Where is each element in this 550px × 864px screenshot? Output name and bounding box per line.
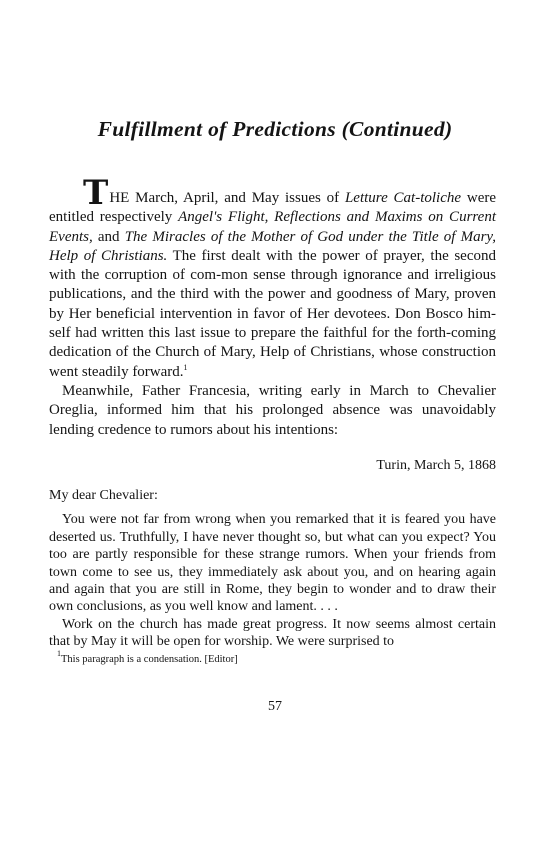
footnote-marker: 1 — [57, 649, 61, 658]
chapter-title: Fulfillment of Predictions (Continued) — [97, 117, 453, 141]
footnote — [57, 649, 497, 665]
letter-dateline: Turin, March 5, 1868 — [376, 458, 496, 473]
italic-title-letture: Letture Cat-toliche — [344, 190, 462, 206]
footnote-text: This paragraph is a condensation. [Editor] — [61, 654, 238, 665]
paragraph-meanwhile: Meanwhile, Father Francesia, writing early in March to Chevalier Oreglia, informed him that his prolonged absence was unavoidably lending credence to rumors about his intentions: — [49, 382, 496, 438]
page-number: 57 — [268, 699, 282, 714]
italic-title-miracles: The Miracles of the Mother of God under the Title of Mary, Help of Christians. — [49, 228, 496, 264]
text-run: and — [92, 228, 125, 245]
text-run: The first dealt with the power of prayer, the second with the corruption of com-mon sense through ignorance and irreligious publications, and the third with the power and goodness of Mary, proven by Her beneficial intervention in favor of Her devotees. Don Bosco him-self had written this last issue to prepare the faithful for the forth-coming dedication of the Church of Mary, Help of Christians, whose construction went steadily forward. — [49, 247, 496, 380]
body-text — [49, 173, 497, 440]
letter-paragraph: Work on the church has made great progress. It now seems almost certain that by May it will be open for worship. We were surprised to — [49, 616, 496, 650]
letter-salutation: My dear Chevalier: — [49, 488, 158, 503]
text-run: were entitled respectively — [49, 190, 497, 226]
drop-cap: T — [83, 173, 109, 213]
footnote-reference: 1 — [183, 362, 188, 372]
letter-block — [49, 487, 496, 651]
text-run: March, April, and May issues of — [129, 190, 345, 206]
letter-paragraph: You were not far from wrong when you remarked that it is feared you have deserted us. Truthfully, I have never thought so, but what can you expect? You too are partly responsible for these strange rumors. When your friends from town come to see us, they immediately ask about you, and on hearing again and again that you are still in Rome, they begin to wonder and to draw their own conclusions, as you well know and lament. . . . — [49, 512, 496, 615]
paragraph-opening — [49, 173, 497, 382]
italic-title-angels-flight: Angel's Flight, Reflections and Maxims on Current Events, — [49, 209, 497, 245]
drop-cap-continuation: HE — [109, 190, 130, 206]
